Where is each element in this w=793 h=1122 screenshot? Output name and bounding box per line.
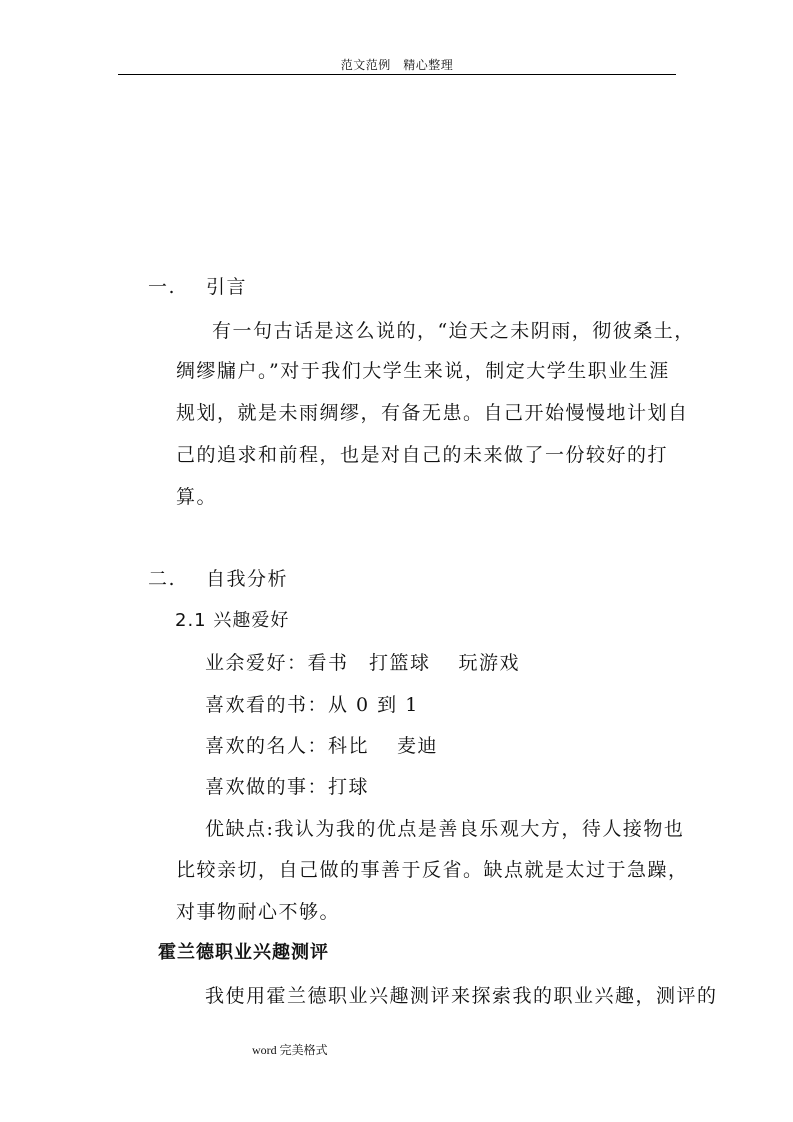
section1-line-1: 有一句古话是这么说的，“迨天之未阴雨，彻彼桑土， <box>212 320 695 342</box>
section1-number: 一. <box>148 276 177 298</box>
page-header: 范文范例 精心整理 <box>340 58 454 72</box>
section1-line-5: 算。 <box>176 486 218 508</box>
pros-cons-line-2: 比较亲切，自己做的事善于反省。缺点就是太过于急躁， <box>176 859 689 881</box>
hobby-item: 业余爱好：看书 打篮球 玩游戏 <box>205 652 521 674</box>
section2-number: 二. <box>148 568 177 590</box>
holland-line: 我使用霍兰德职业兴趣测评来探索我的职业兴趣，测评的 <box>205 985 718 1007</box>
pros-cons-line-1: 优缺点:我认为我的优点是善良乐观大方，待人接物也 <box>205 818 685 840</box>
header-rule <box>118 74 676 75</box>
section1-title: 引言 <box>206 276 248 298</box>
section2-subheading: 2.1 兴趣爱好 <box>175 610 290 631</box>
activities-item: 喜欢做的事：打球 <box>205 776 370 798</box>
section1-line-2: 绸缪牖户。”对于我们大学生来说，制定大学生职业生涯 <box>176 360 670 382</box>
section1-line-4: 己的追求和前程，也是对自己的未来做了一份较好的打 <box>176 444 669 466</box>
page-footer: word 完美格式 <box>252 1043 328 1057</box>
books-item: 喜欢看的书：从 0 到 1 <box>205 694 419 716</box>
celebrities-item: 喜欢的名人：科比 麦迪 <box>205 735 439 757</box>
section1-line-3: 规划，就是未雨绸缪，有备无患。自己开始慢慢地计划自 <box>176 402 689 424</box>
pros-cons-line-3: 对事物耐心不够。 <box>176 901 341 923</box>
section2-title: 自我分析 <box>206 568 289 590</box>
holland-heading: 霍兰德职业兴趣测评 <box>158 942 329 963</box>
